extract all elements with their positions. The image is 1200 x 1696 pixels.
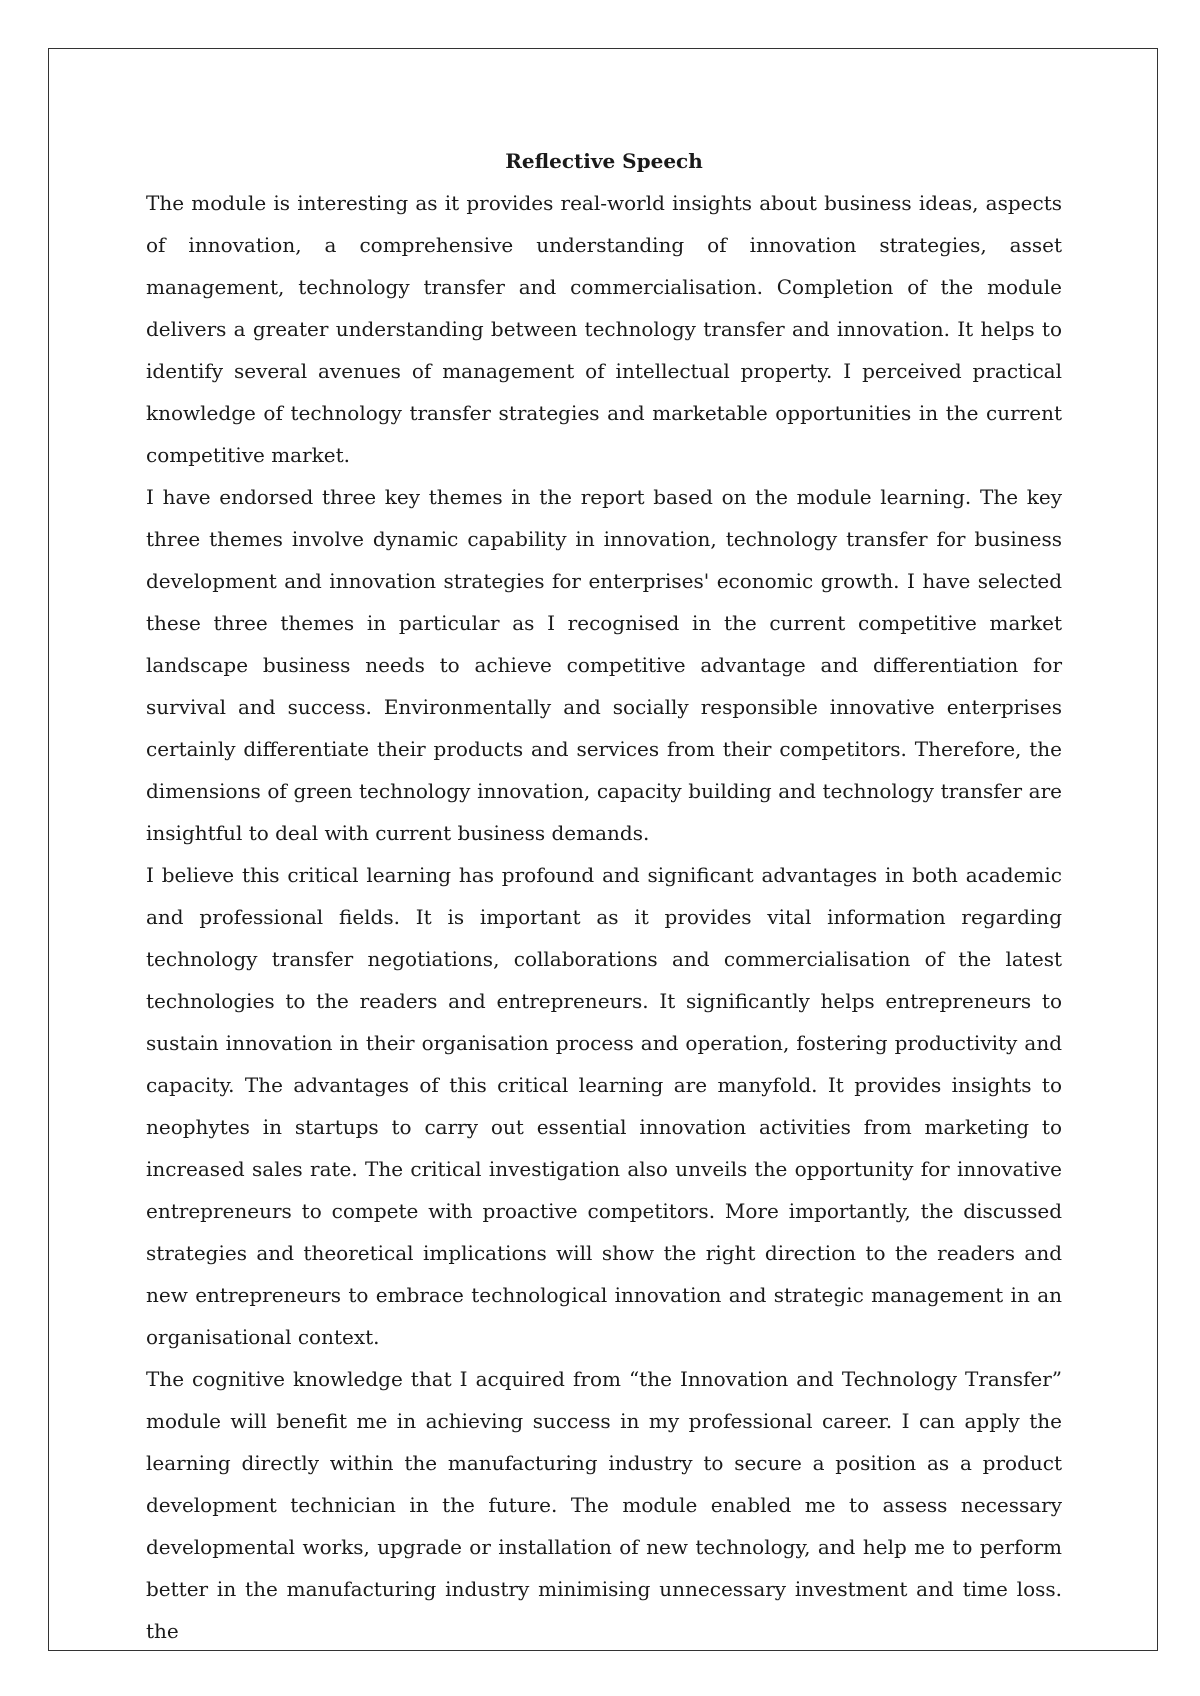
paragraph-1: The module is interesting as it provides real-world insights about business ideas, aspects of innovation, a comprehensive understanding of innovation strategies, asset management, technology transfer and commercialisation. Completion of the module delivers a greater understanding between technology transfer and innovation. It helps to identify several avenues of management of intellectual property. I perceived practical knowledge of technology transfer strategies and marketable opportunities in the current competitive market.: [146, 191, 1062, 467]
paragraph-2: I have endorsed three key themes in the report based on the module learning. The key three themes involve dynamic capability in innovation, technology transfer for business development and innovation strategies for enterprises' economic growth. I have selected these three themes in particular as I recognised in the current competitive market landscape business needs to achieve competitive advantage and differentiation for survival and success. Environmentally and socially responsible innovative enterprises certainly differentiate their products and services from their competitors. Therefore, the dimensions of green technology innovation, capacity building and technology transfer are insightful to deal with current business demands.: [146, 485, 1062, 845]
paragraph-4: The cognitive knowledge that I acquired from “the Innovation and Technology Transfer” module will benefit me in achieving success in my professional career. I can apply the learning directly within the manufacturing industry to secure a position as a product development technician in the future. The module enabled me to assess necessary developmental works, upgrade or installation of new technology, and help me to perform better in the manufacturing industry minimising unnecessary investment and time loss. the: [146, 1367, 1062, 1643]
document-body: [146, 140, 1062, 1652]
paragraph-3: I believe this critical learning has profound and significant advantages in both academic and professional fields. It is important as it provides vital information regarding technology transfer negotiations, collaborations and commercialisation of the latest technologies to the readers and entrepreneurs. It significantly helps entrepreneurs to sustain innovation in their organisation process and operation, fostering productivity and capacity. The advantages of this critical learning are manyfold. It provides insights to neophytes in startups to carry out essential innovation activities from marketing to increased sales rate. The critical investigation also unveils the opportunity for innovative entrepreneurs to compete with proactive competitors. More importantly, the discussed strategies and theoretical implications will show the right direction to the readers and new entrepreneurs to embrace technological innovation and strategic management in an organisational context.: [146, 863, 1062, 1349]
document-title: Reflective Speech: [505, 149, 703, 173]
